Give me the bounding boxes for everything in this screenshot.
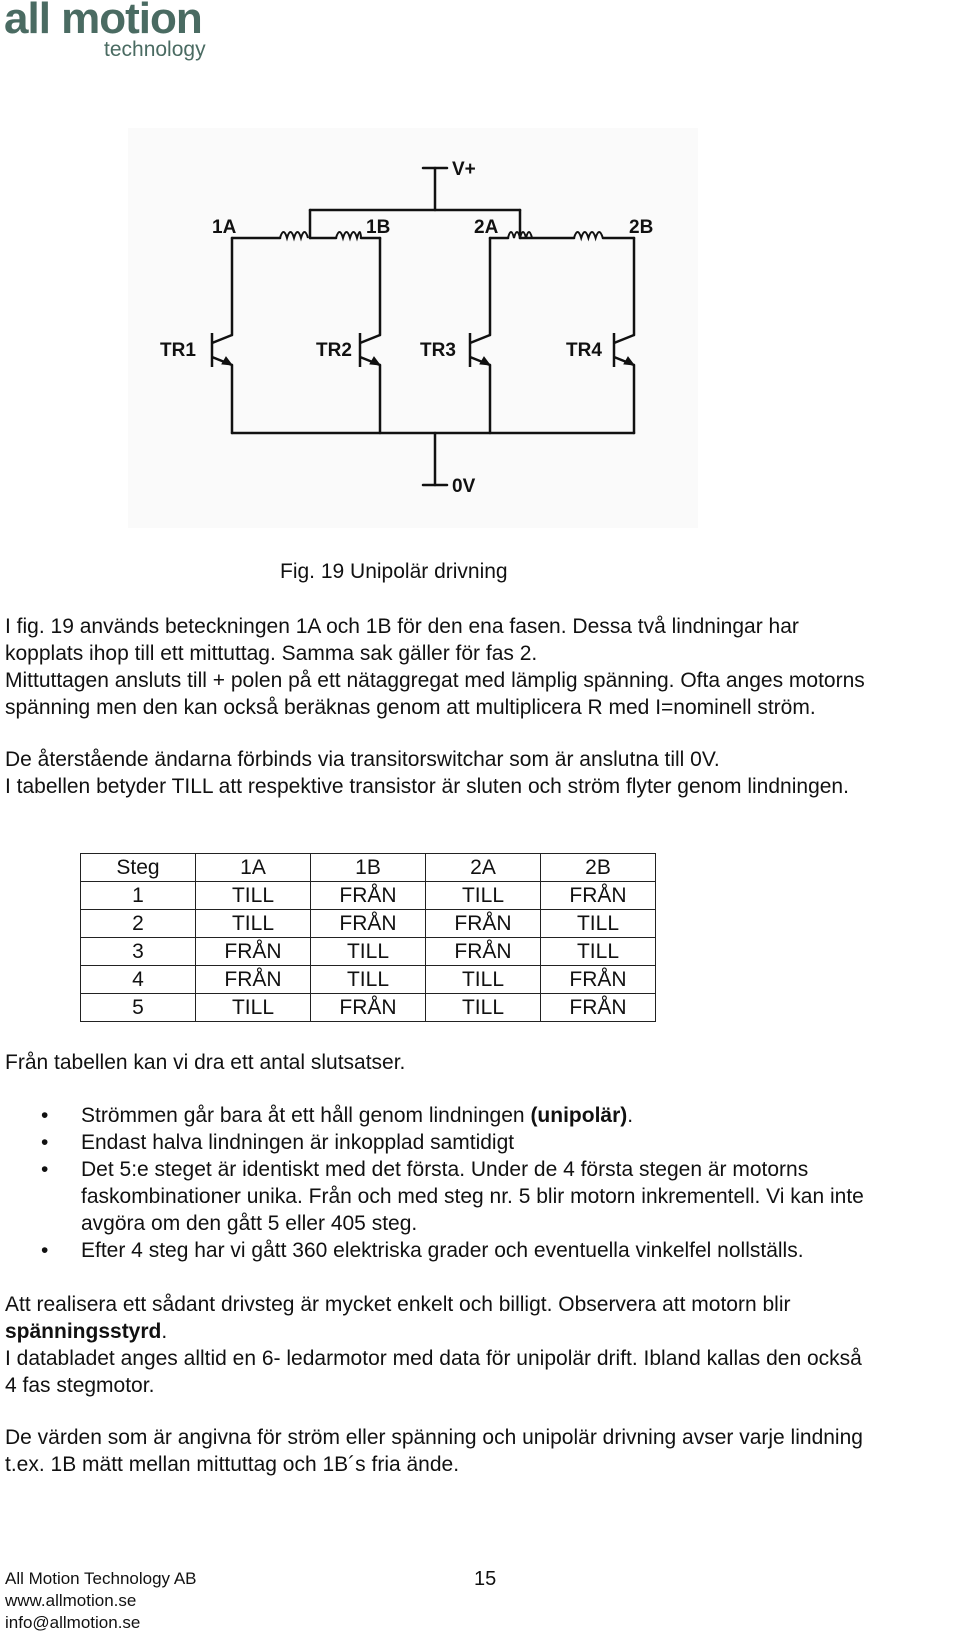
- bullet-text: Efter 4 steg har vi gått 360 elektriska grader och eventuella vinkelfel nollställs.: [81, 1239, 804, 1262]
- bullet-tail: .: [627, 1104, 634, 1127]
- para-line: Att realisera ett sådant drivsteg är mycket enkelt och billigt. Observera att motorn blir: [5, 1293, 791, 1316]
- bullet-text: avgöra om den gått 5 eller 405 steg.: [81, 1212, 418, 1235]
- label-1a: 1A: [212, 217, 237, 238]
- footer-website: www.allmotion.se: [5, 1591, 137, 1610]
- logo-sub-text: technology: [104, 38, 206, 61]
- page-number: 15: [474, 1568, 497, 1590]
- para-line: I tabellen betyder TILL att respektive transistor är sluten och ström flyter genom lindningen.: [5, 775, 849, 798]
- conclusions-list: [5, 1102, 945, 1264]
- bullet-icon: •: [41, 1158, 49, 1181]
- table-header-cell: 1B: [311, 854, 426, 882]
- paragraph-values: [5, 1424, 863, 1478]
- list-item: [5, 1237, 945, 1264]
- logo-main-text: all motion: [4, 0, 202, 43]
- table-cell: 1: [81, 882, 196, 910]
- table-cell: FRÅN: [426, 910, 541, 938]
- paragraph-intro: [5, 613, 865, 721]
- list-item: [5, 1156, 945, 1237]
- table-cell: TILL: [426, 994, 541, 1022]
- table-cell: FRÅN: [426, 938, 541, 966]
- para-line: I databladet anges alltid en 6- ledarmotor med data för unipolär drift. Ibland kallas den också: [5, 1347, 862, 1370]
- table-cell: TILL: [311, 966, 426, 994]
- label-vplus: V+: [452, 159, 476, 180]
- para-line: kopplats ihop till ett mittuttag. Samma sak gäller för fas 2.: [5, 642, 538, 665]
- para-line: 4 fas stegmotor.: [5, 1374, 155, 1397]
- label-0v: 0V: [452, 476, 476, 497]
- label-tr3: TR3: [420, 340, 456, 361]
- para-line: I fig. 19 används beteckningen 1A och 1B för den ena fasen. Dessa två lindningar har: [5, 615, 799, 638]
- footer-email: info@allmotion.se: [5, 1613, 141, 1632]
- table-cell: 5: [81, 994, 196, 1022]
- table-cell: TILL: [196, 882, 311, 910]
- para-line: .: [161, 1320, 168, 1343]
- table-cell: FRÅN: [311, 994, 426, 1022]
- bullet-text: faskombinationer unika. Från och med steg nr. 5 blir motorn inkrementell. Vi kan inte: [81, 1185, 864, 1208]
- bullet-icon: •: [41, 1239, 49, 1262]
- table-header-cell: 1A: [196, 854, 311, 882]
- company-logo: [4, 0, 224, 66]
- table-header-row: [81, 854, 656, 882]
- table-cell: FRÅN: [541, 966, 656, 994]
- page-footer: [5, 1568, 197, 1634]
- bullet-icon: •: [41, 1104, 49, 1127]
- label-1b: 1B: [366, 217, 391, 238]
- para-line: Mittuttagen ansluts till + polen på ett nätaggregat med lämplig spänning. Ofta anges motorns: [5, 669, 865, 692]
- table-cell: TILL: [426, 966, 541, 994]
- bullet-text: Endast halva lindningen är inkopplad samtidigt: [81, 1131, 515, 1154]
- table-header-cell: Steg: [81, 854, 196, 882]
- table-cell: TILL: [541, 938, 656, 966]
- table-cell: TILL: [311, 938, 426, 966]
- para-line: De återstående ändarna förbinds via transitorswitchar som är anslutna till 0V.: [5, 748, 720, 771]
- para-line: t.ex. 1B mätt mellan mittuttag och 1B´s fria ände.: [5, 1453, 460, 1476]
- table-cell: FRÅN: [196, 938, 311, 966]
- para-line: De värden som är angivna för ström eller spänning och unipolär drivning avser varje lindning: [5, 1426, 863, 1449]
- bullet-bold-text: (unipolär): [530, 1104, 628, 1127]
- table-row: [81, 882, 656, 910]
- table-cell: 3: [81, 938, 196, 966]
- table-cell: FRÅN: [311, 882, 426, 910]
- step-sequence-table: [80, 853, 656, 1022]
- label-tr1: TR1: [160, 340, 196, 361]
- table-row: [81, 938, 656, 966]
- table-row: [81, 966, 656, 994]
- para-bold-term: spänningsstyrd: [5, 1320, 162, 1343]
- table-row: [81, 994, 656, 1022]
- list-item: [5, 1102, 945, 1129]
- label-2b: 2B: [629, 217, 654, 238]
- table-cell: FRÅN: [541, 994, 656, 1022]
- footer-company: All Motion Technology AB: [5, 1569, 197, 1588]
- figure-caption: Fig. 19 Unipolär drivning: [280, 560, 508, 583]
- table-cell: 4: [81, 966, 196, 994]
- bullet-text: Det 5:e steget är identiskt med det första. Under de 4 första stegen är motorns: [81, 1158, 809, 1181]
- table-cell: TILL: [426, 882, 541, 910]
- table-header-cell: 2B: [541, 854, 656, 882]
- bullet-icon: •: [41, 1131, 49, 1154]
- table-row: [81, 910, 656, 938]
- table-cell: FRÅN: [196, 966, 311, 994]
- table-cell: TILL: [196, 910, 311, 938]
- table-cell: FRÅN: [311, 910, 426, 938]
- table-header-cell: 2A: [426, 854, 541, 882]
- table-cell: 2: [81, 910, 196, 938]
- label-tr2: TR2: [316, 340, 352, 361]
- bullet-text: Strömmen går bara åt ett håll genom lindningen: [81, 1104, 531, 1127]
- paragraph-realization: [5, 1291, 862, 1399]
- paragraph-conclusions-intro: Från tabellen kan vi dra ett antal slutsatser.: [5, 1051, 406, 1074]
- table-cell: TILL: [541, 910, 656, 938]
- table-cell: FRÅN: [541, 882, 656, 910]
- para-line: spänning men den kan också beräknas genom att multiplicera R med I=nominell ström.: [5, 696, 816, 719]
- label-tr4: TR4: [566, 340, 602, 361]
- table-cell: TILL: [196, 994, 311, 1022]
- paragraph-switches: [5, 746, 849, 800]
- label-2a: 2A: [474, 217, 499, 238]
- list-item: [5, 1129, 945, 1156]
- unipolar-drive-circuit-diagram: [128, 128, 698, 528]
